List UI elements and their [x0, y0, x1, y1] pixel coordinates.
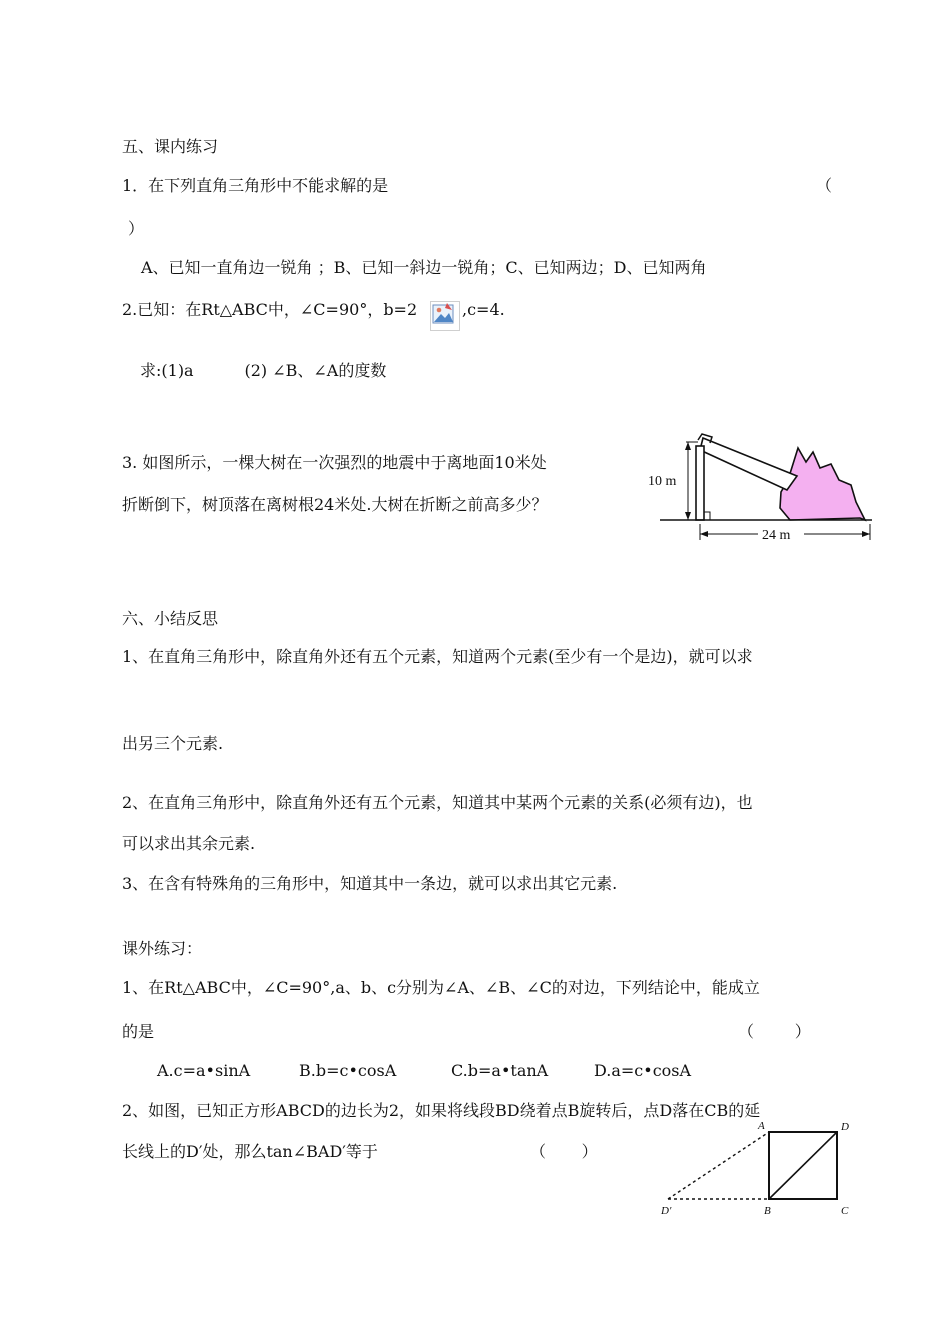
q2-stem-part1: 2.已知：在Rt△ABC中，∠C=90°，b=2 [122, 300, 418, 319]
label-dprime: D′ [661, 1205, 672, 1217]
hw-q2-paren: （ ） [530, 1142, 598, 1161]
hw-q1-line1: 1、在Rt△ABC中，∠C=90°,a、b、c分别为∠A、∠B、∠C的对边，下列结论中，能成立 [122, 978, 760, 997]
q1-options: A、已知一直角边一锐角 ；B、已知一斜边一锐角；C、已知两边；D、已知两角 [141, 258, 707, 277]
broken-image-icon [430, 301, 460, 331]
q3-line2: 折断倒下，树顶落在离树根24米处.大树在折断之前高多少？ [122, 495, 548, 514]
label-d: D [841, 1121, 849, 1133]
hw-q2-line1: 2、如图，已知正方形ABCD的边长为2，如果将线段BD绕着点B旋转后，点D落在CB的延 [122, 1101, 761, 1120]
section5-heading: 五、课内练习 [122, 137, 219, 156]
label-a: A [758, 1120, 765, 1132]
section6-heading: 六、小结反思 [122, 609, 219, 628]
fallen-trunk [700, 438, 797, 490]
q1-stem: 1．在下列直角三角形中不能求解的是 [122, 176, 389, 195]
summary-item3: 3、在含有特殊角的三角形中，知道其中一条边，就可以求出其它元素. [122, 874, 618, 893]
label-b: B [764, 1205, 771, 1217]
summary-item2-line2: 可以求出其余元素. [122, 834, 256, 853]
q2-stem-part2: ,c=4. [462, 300, 505, 319]
hw-q1-option-a: A.c=a•sinA [157, 1061, 251, 1080]
summary-item2-line1: 2、在直角三角形中，除直角外还有五个元素，知道其中某两个元素的关系(必须有边)，也 [122, 793, 753, 812]
summary-item1-line1: 1、在直角三角形中，除直角外还有五个元素，知道两个元素(至少有一个是边)，就可以求 [122, 647, 753, 666]
standing-trunk [696, 446, 704, 520]
hw-q2-line2: 长线上的D′处，那么tan∠BAD′等于 [122, 1142, 378, 1161]
hw-q1-option-d: D.a=c•cosA [594, 1061, 692, 1080]
q1-paren-left: （ [816, 176, 833, 195]
hw-q1-paren: （ ） [738, 1022, 811, 1041]
base-label: 24 m [762, 528, 791, 543]
q2-ask: 求:(1)a (2) ∠B、∠A的度数 [140, 361, 387, 380]
homework-heading: 课外练习： [122, 939, 203, 958]
height-label: 10 m [648, 474, 677, 489]
q1-paren-right: ） [128, 219, 145, 238]
q3-line1: 3. 如图所示，一棵大树在一次强烈的地震中于离地面10米处 [122, 453, 547, 472]
square-rotation-figure [656, 1115, 866, 1220]
hw-q1-option-b: B.b=c•cosA [299, 1061, 397, 1080]
tree-crown-shape [780, 448, 865, 520]
hw-q1-line2: 的是 [122, 1022, 155, 1041]
label-c: C [841, 1205, 849, 1217]
hw-q1-option-c: C.b=a•tanA [451, 1061, 549, 1080]
summary-item1-line2: 出另三个元素. [122, 734, 224, 753]
broken-tree-figure [640, 428, 880, 548]
